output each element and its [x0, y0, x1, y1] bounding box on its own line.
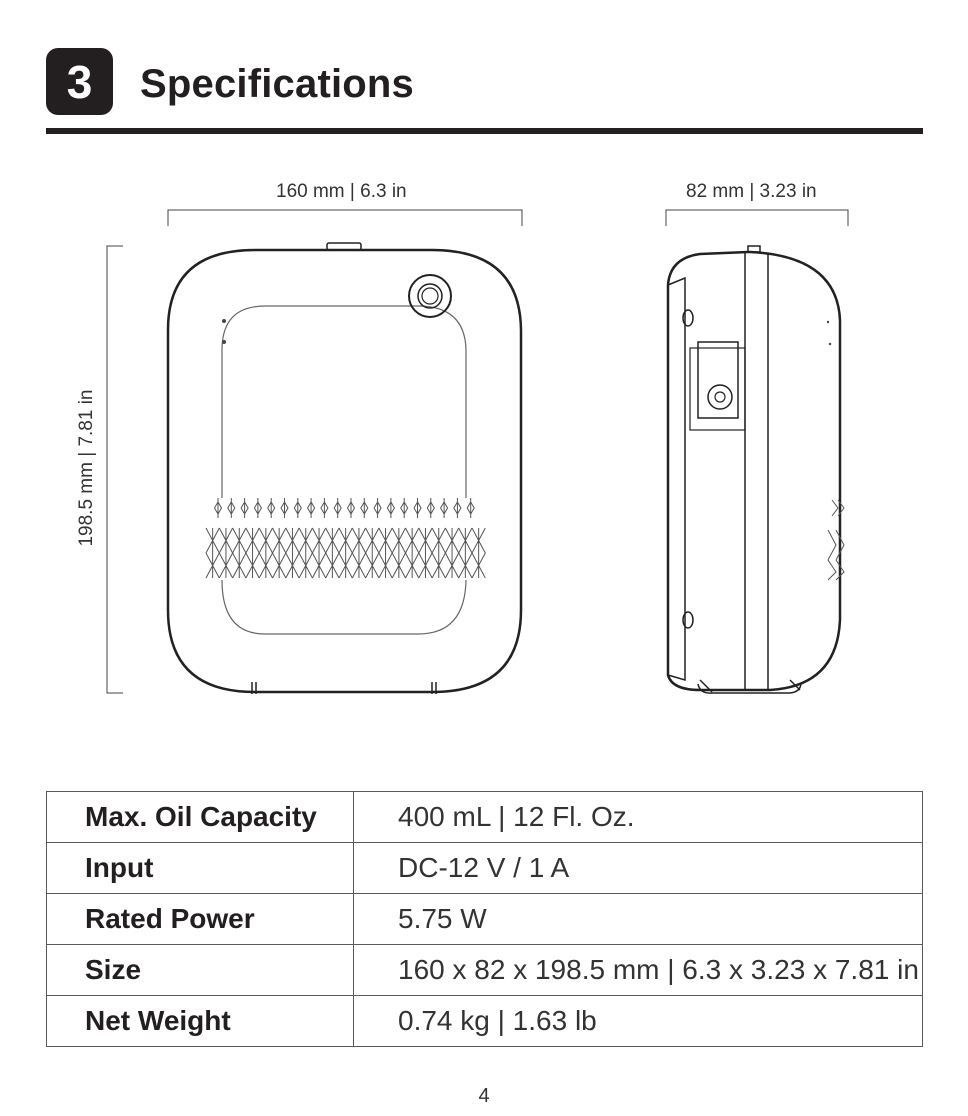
front-panel-top [265, 306, 466, 498]
table-row [47, 945, 923, 996]
front-panel-bottom [222, 580, 466, 634]
lattice-pattern [206, 528, 485, 578]
page-title: Specifications [140, 62, 414, 106]
dc-power-jack-icon [708, 385, 732, 409]
spec-label: Input [47, 843, 354, 894]
specifications-table [46, 791, 923, 1047]
spec-label: Net Weight [47, 996, 354, 1047]
page-number: 4 [478, 1085, 490, 1107]
spec-value: 400 mL | 12 Fl. Oz. [354, 792, 923, 843]
depth-dimension-bracket [666, 210, 848, 226]
indicator-light [222, 340, 226, 344]
side-body-outline [668, 252, 840, 690]
power-knob-icon [409, 275, 451, 317]
front-body-outline [168, 250, 521, 692]
width-dimension-label: 160 mm | 6.3 in [276, 181, 407, 202]
spec-label: Rated Power [47, 894, 354, 945]
width-dimension-bracket [168, 210, 522, 226]
height-dimension-bracket [107, 246, 123, 693]
spec-value: 0.74 kg | 1.63 lb [354, 996, 923, 1047]
table-row [47, 996, 923, 1047]
spec-value: 160 x 82 x 198.5 mm | 6.3 x 3.23 x 7.81 in [354, 945, 923, 996]
front-view-drawing [168, 243, 521, 694]
section-number: 3 [66, 55, 93, 108]
spec-label: Max. Oil Capacity [47, 792, 354, 843]
table-row [47, 843, 923, 894]
side-view-drawing [668, 246, 844, 693]
indicator-light [222, 319, 226, 323]
table-row [47, 792, 923, 843]
spec-value: 5.75 W [354, 894, 923, 945]
height-dimension-label: 198.5 mm | 7.81 in [76, 389, 97, 547]
spec-value: DC-12 V / 1 A [354, 843, 923, 894]
diamond-pattern-row [215, 498, 475, 518]
depth-dimension-label: 82 mm | 3.23 in [686, 181, 817, 202]
table-row [47, 894, 923, 945]
spec-label: Size [47, 945, 354, 996]
